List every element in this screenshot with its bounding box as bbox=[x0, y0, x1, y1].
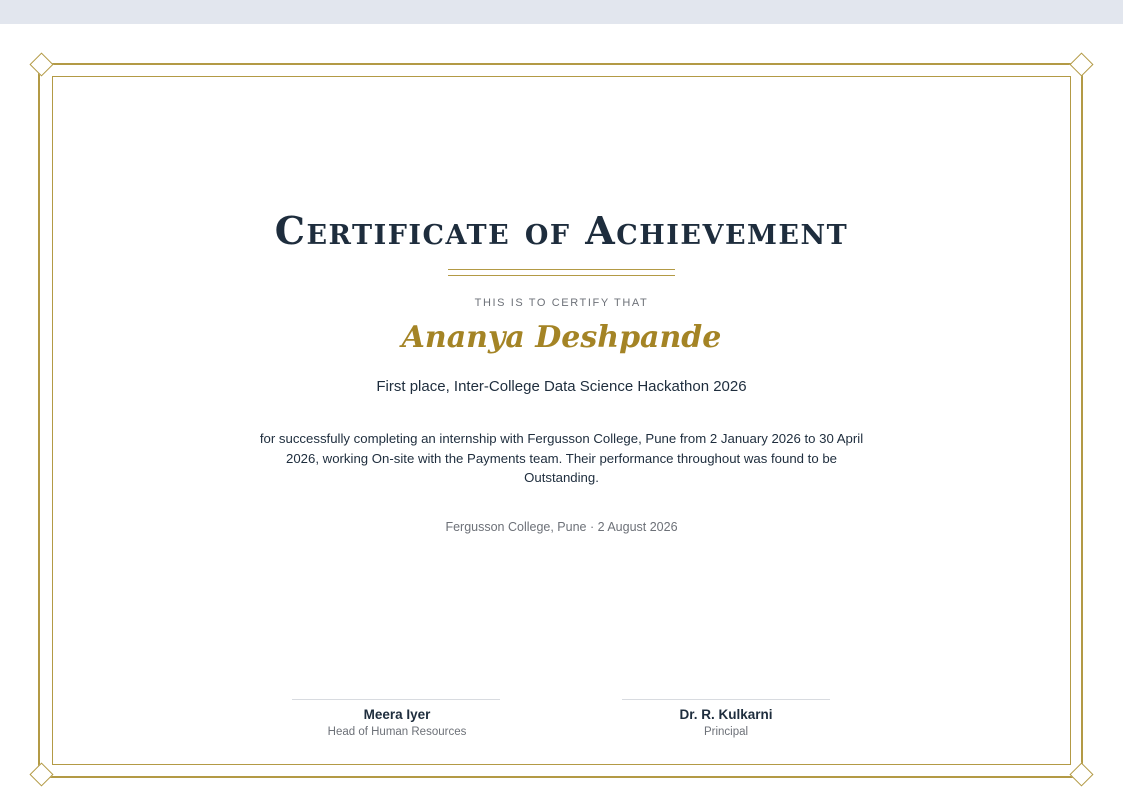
certify-text: THIS IS TO CERTIFY THAT bbox=[474, 297, 649, 309]
signatory-role-1: Head of Human Resources bbox=[327, 726, 467, 738]
issue-place-date: Fergusson College, Pune · 2 August 2026 bbox=[445, 520, 678, 534]
signatory-name-1: Meera Iyer bbox=[363, 707, 431, 722]
achievement-text: First place, Inter-College Data Science Hackathon 2026 bbox=[376, 378, 747, 395]
signature-line-1 bbox=[292, 699, 500, 700]
title-rule-top bbox=[448, 269, 675, 270]
signatory-role-2: Principal bbox=[703, 726, 749, 738]
title-rule-bottom bbox=[448, 275, 675, 276]
certificate-inner-border bbox=[52, 76, 1071, 765]
signatory-name-2: Dr. R. Kulkarni bbox=[679, 707, 773, 722]
top-strip bbox=[0, 0, 1123, 24]
recipient-name: Ananya Deshpande bbox=[401, 320, 722, 355]
certificate-title: Certificate of Achievement bbox=[274, 208, 849, 253]
signature-line-2 bbox=[622, 699, 830, 700]
certificate-body-text: for successfully completing an internship with Fergusson College, Pune from 2 January 2026 to 30 April 2026, working On-site with the Payments team. Their performance throughout was found to be Outstanding. bbox=[259, 431, 864, 485]
